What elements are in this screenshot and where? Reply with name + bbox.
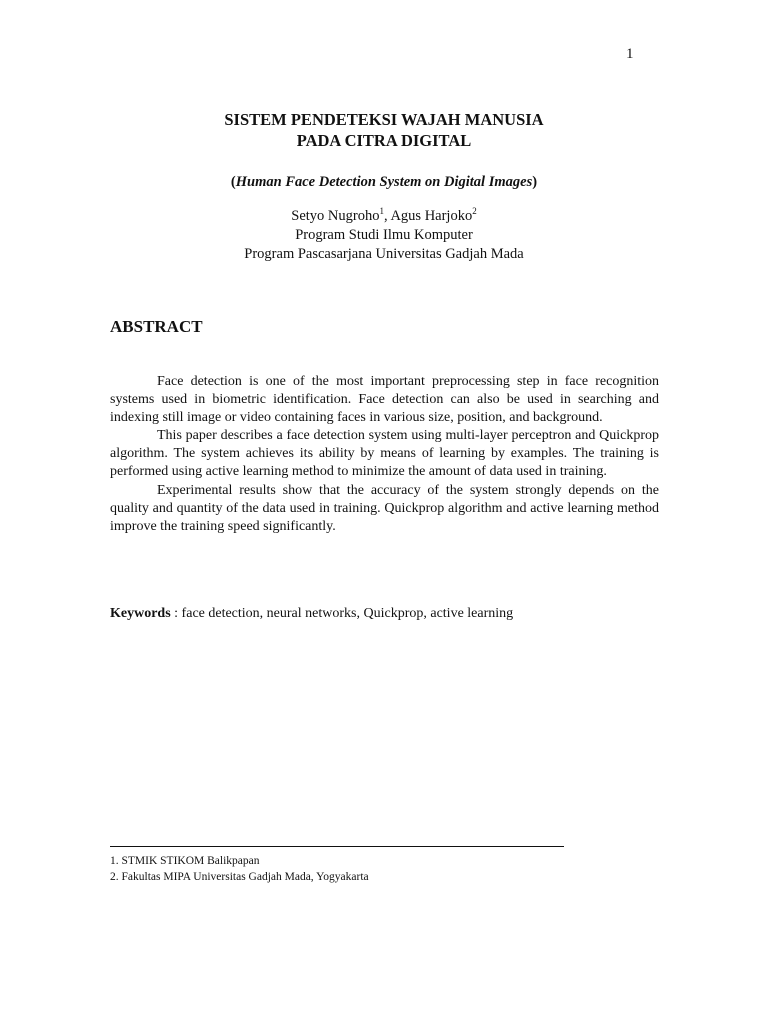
author-1-affiliation-mark: 1: [379, 206, 384, 217]
author-1: Setyo Nugroho: [291, 208, 380, 224]
subtitle-close-paren: ): [532, 174, 538, 190]
abstract-paragraph-3: Experimental results show that the accuracy of the system strongly depends on the quality and quantity of the data used in training. Quickprop algorithm and active learning method improve the training speed significantly.: [110, 482, 659, 534]
author-2: Agus Harjoko: [390, 208, 473, 224]
keywords-label: Keywords: [110, 606, 171, 621]
title-line-2: PADA CITRA DIGITAL: [296, 131, 472, 150]
subtitle-open-paren: (: [230, 174, 236, 190]
abstract-paragraph-1: Face detection is one of the most important preprocessing step in face recognition systems used in biometric identification. Face detection can also be used in searching and indexing still image or video containing faces in various size, position, and background.: [110, 374, 659, 426]
abstract-body: [110, 373, 659, 536]
author-block: [0, 207, 768, 264]
author-institution: Program Pascasarjana Universitas Gadjah Mada: [244, 246, 524, 262]
author-names: [0, 207, 768, 226]
paper-title: [0, 109, 768, 151]
abstract-paragraph-2: This paper describes a face detection system using multi-layer perceptron and Quickprop algorithm. The system achieves its ability by means of learning by examples. The training is performed using active learning method to minimize the amount of data used in training.: [110, 428, 659, 480]
author-separator: ,: [384, 208, 391, 224]
keywords-text: : face detection, neural networks, Quickprop, active learning: [170, 606, 514, 621]
footnote-1: 1. STMIK STIKOM Balikpapan: [110, 855, 260, 867]
paper-subtitle: [0, 174, 768, 191]
footnote-divider: [110, 846, 564, 847]
abstract-heading: ABSTRACT: [110, 317, 203, 336]
title-line-1: SISTEM PENDETEKSI WAJAH MANUSIA: [224, 110, 544, 129]
keywords-line: [110, 606, 513, 622]
footnote-2: 2. Fakultas MIPA Universitas Gadjah Mada, Yogyakarta: [110, 871, 369, 883]
page-number: 1: [626, 46, 634, 62]
author-2-affiliation-mark: 2: [472, 206, 477, 217]
subtitle-text: Human Face Detection System on Digital Images: [235, 174, 533, 190]
footnotes: [110, 853, 369, 885]
author-program: Program Studi Ilmu Komputer: [295, 227, 473, 243]
